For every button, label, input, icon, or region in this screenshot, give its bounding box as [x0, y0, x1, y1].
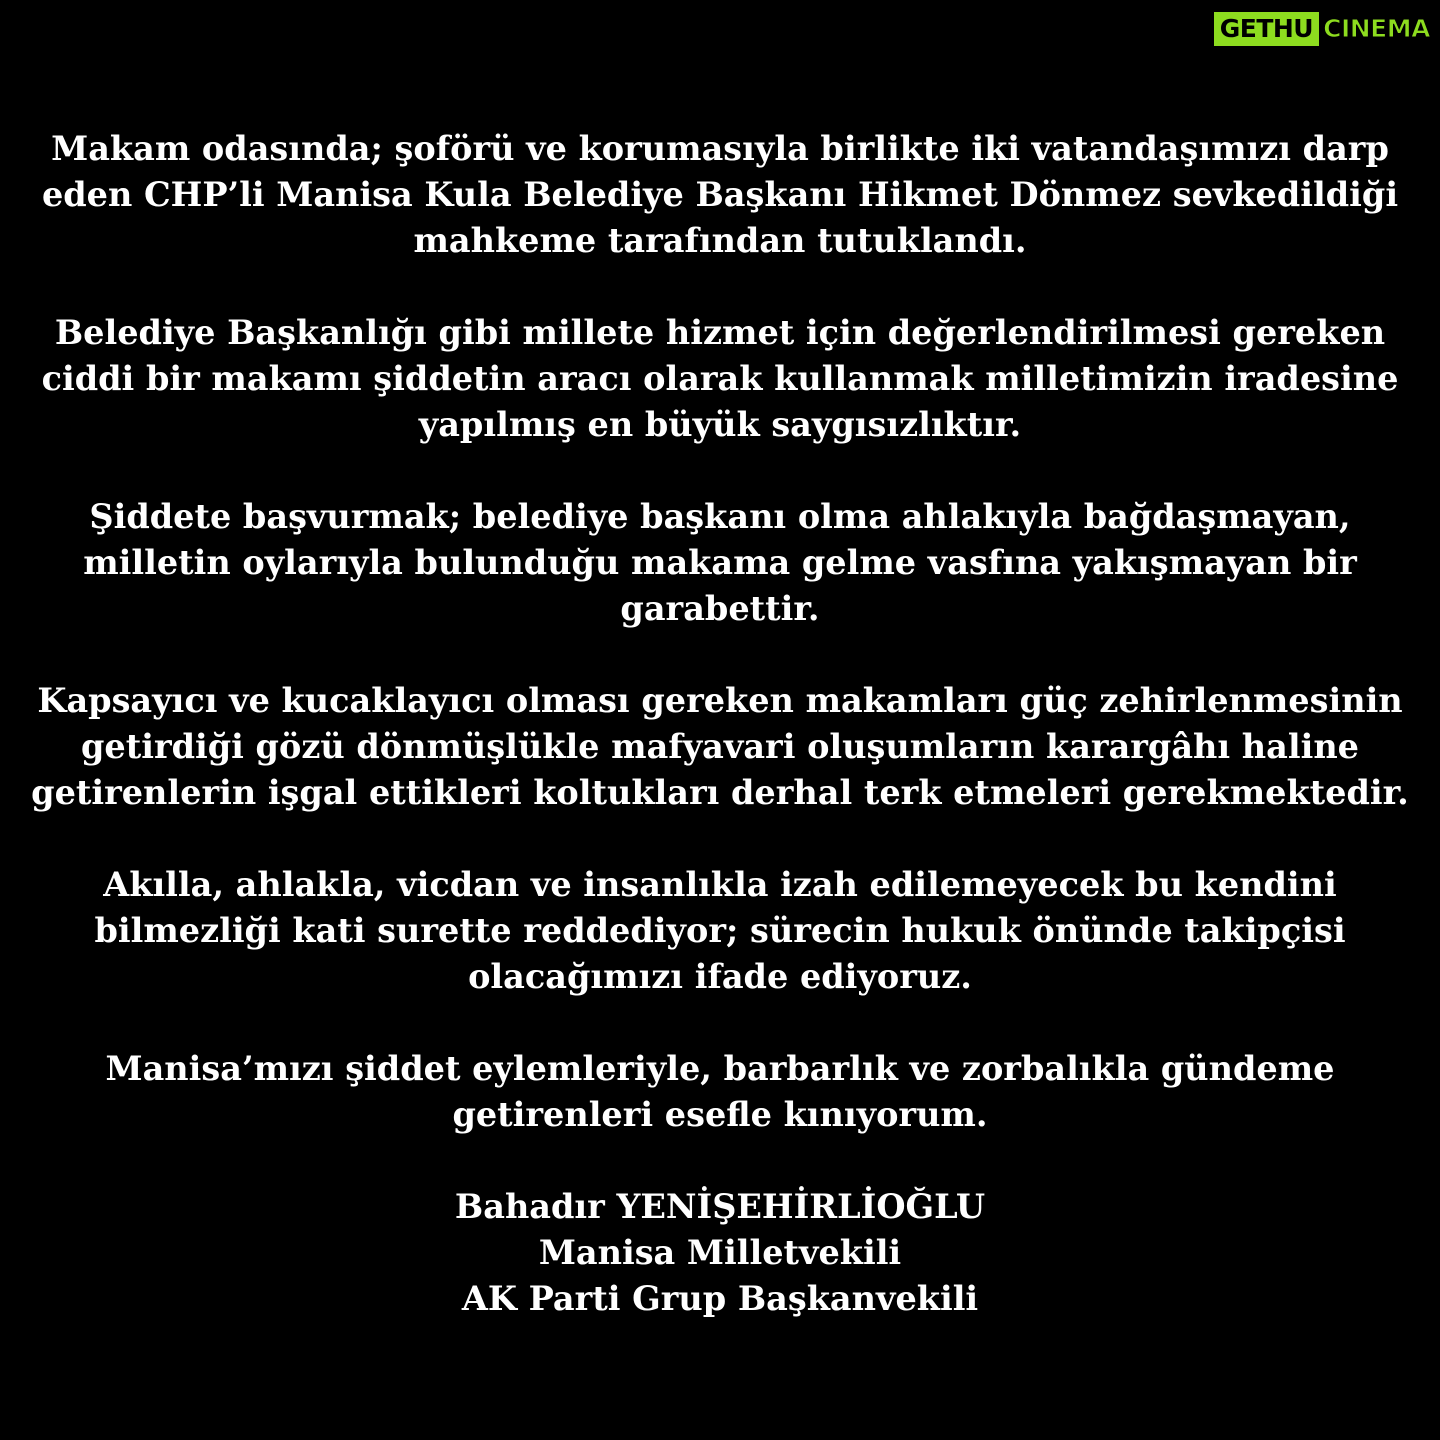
paragraph-line: Makam odasında; şoförü ve korumasıyla birlikte iki vatandaşımızı darp — [51, 129, 1389, 168]
paragraph-line: bilmezliği kati surette reddediyor; sürecin hukuk önünde takipçisi — [94, 911, 1346, 950]
logo-part-gethu: GETHU — [1212, 10, 1321, 48]
signature-block — [0, 1184, 1440, 1322]
paragraph-line: eden CHP’li Manisa Kula Belediye Başkanı Hikmet Dönmez sevkedildiği — [41, 175, 1399, 214]
paragraph-line: Akılla, ahlakla, vicdan ve insanlıkla izah edilemeyecek bu kendini — [103, 865, 1337, 904]
paragraph-line: olacağımızı ifade ediyoruz. — [468, 957, 972, 996]
signature-title: Manisa Milletvekili — [538, 1233, 902, 1272]
paragraph-line: getirenleri esefle kınıyorum. — [452, 1095, 988, 1134]
paragraph-line: Belediye Başkanlığı gibi millete hizmet için değerlendirilmesi gereken — [54, 313, 1386, 352]
paragraph-line: Kapsayıcı ve kucaklayıcı olması gereken makamları güç zehirlenmesinin — [37, 681, 1403, 720]
paragraph-line: ciddi bir makamı şiddetin aracı olarak kullanmak milletimizin iradesine — [41, 359, 1399, 398]
press-statement — [0, 126, 1440, 1322]
paragraph-2 — [0, 310, 1440, 448]
paragraph-line: getirenlerin işgal ettikleri koltukları derhal terk etmeleri gerekmektedir. — [31, 773, 1409, 812]
paragraph-6 — [0, 1046, 1440, 1138]
paragraph-line: mahkeme tarafından tutuklandı. — [413, 221, 1027, 260]
paragraph-line: getirdiği gözü dönmüşlükle mafyavari oluşumların karargâhı haline — [81, 727, 1359, 766]
paragraph-line: garabettir. — [620, 589, 820, 628]
paragraph-line: milletin oylarıyla bulunduğu makama gelme vasfına yakışmayan bir — [83, 543, 1357, 582]
signature-role: AK Parti Grup Başkanvekili — [461, 1279, 979, 1318]
paragraph-4 — [0, 678, 1440, 816]
gethucinema-logo — [1212, 10, 1434, 48]
logo-part-cinema: CINEMA — [1323, 14, 1430, 43]
paragraph-line: Manisa’mızı şiddet eylemleriyle, barbarlık ve zorbalıkla gündeme — [105, 1049, 1335, 1088]
paragraph-3 — [0, 494, 1440, 632]
signature-name: Bahadır YENİŞEHİRLİOĞLU — [454, 1187, 986, 1226]
paragraph-5 — [0, 862, 1440, 1000]
paragraph-line: Şiddete başvurmak; belediye başkanı olma ahlakıyla bağdaşmayan, — [89, 497, 1351, 536]
paragraph-line: yapılmış en büyük saygısızlıktır. — [418, 405, 1022, 444]
paragraph-1 — [0, 126, 1440, 264]
